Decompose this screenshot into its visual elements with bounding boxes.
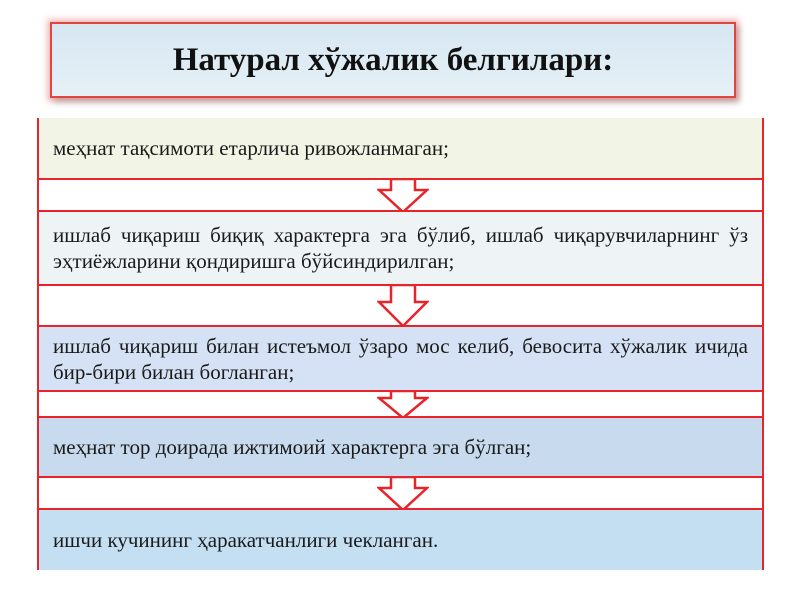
flow-step-5-text: ишчи кучининг ҳаракатчанлиги чекланган. (53, 528, 439, 552)
flow-frame (37, 118, 764, 570)
flow-step-1 (39, 118, 762, 180)
title-box (50, 22, 736, 98)
flow-step-4 (39, 416, 762, 478)
diagram-title: Натурал хўжалик белгилари: (172, 41, 614, 78)
flow-step-3 (39, 325, 762, 392)
down-arrow-icon (377, 284, 429, 328)
flow-step-4-text: меҳнат тор доирада ижтимоий характерга эга бўлган; (53, 435, 532, 459)
flow-step-3-text: ишлаб чиқариш билан истеъмол ўзаро мос келиб, бевосита хўжалик ичида бир-бири билан богланган; (53, 333, 748, 384)
flow-step-2 (39, 210, 762, 286)
flow-step-5 (39, 508, 762, 570)
flow-step-2-text: ишлаб чиқариш биқиқ характерга эга бўлиб, ишлаб чиқарувчиларнинг ўз эҳтиёжларини қондиришга бўйсиндирилган; (53, 223, 748, 273)
flow-step-1-text: меҳнат тақсимоти етарлича ривожланмаган; (53, 136, 449, 160)
down-arrow-icon (377, 476, 429, 512)
down-arrow-icon (377, 178, 429, 214)
